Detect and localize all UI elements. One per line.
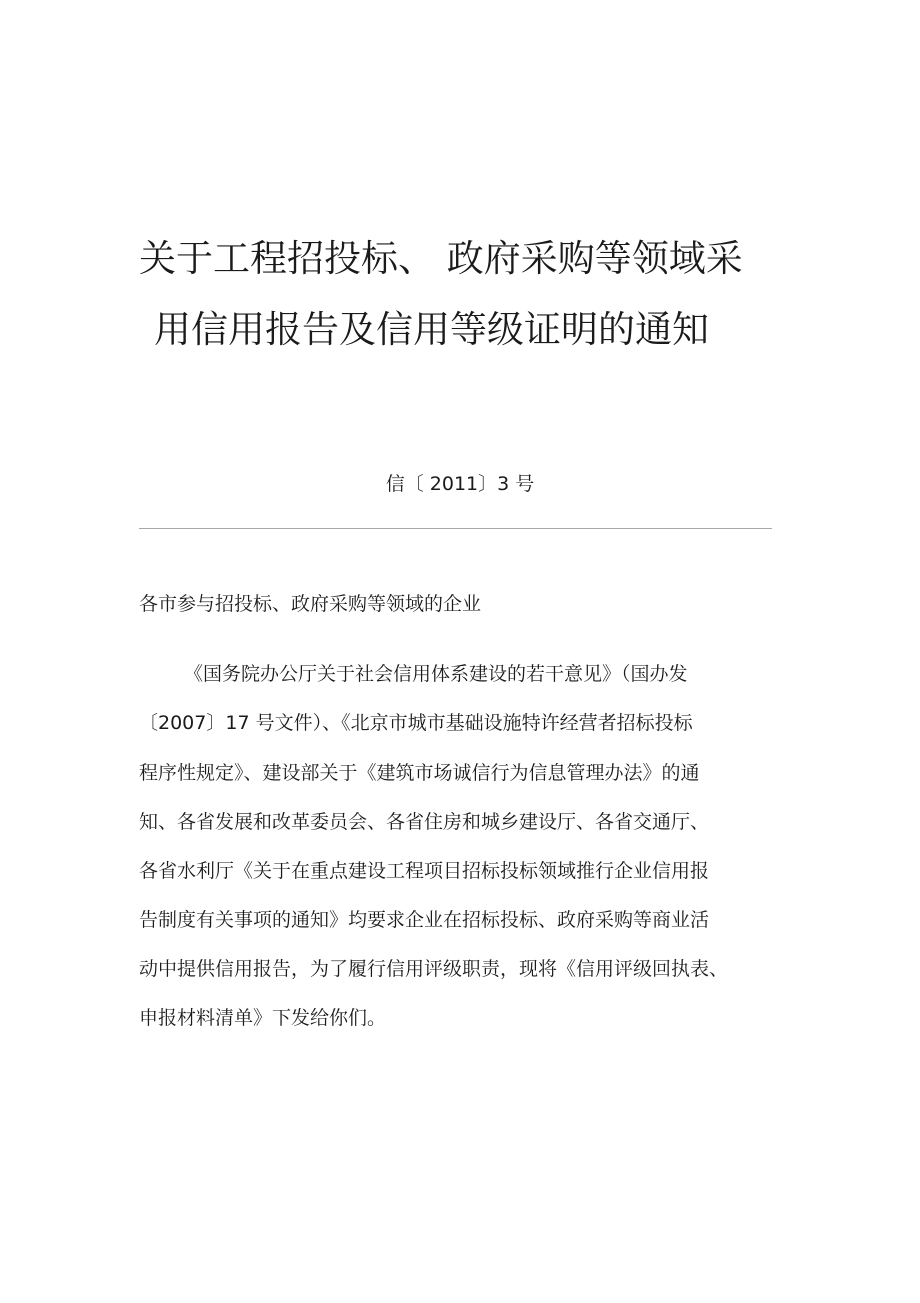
salutation: 各市参与招投标、政府采购等领域的企业 [139, 593, 482, 615]
document-title-line-1: 关于工程招投标、 政府采购等领域采 [139, 237, 743, 280]
body-text-line: 各省水利厅《关于在重点建设工程项目招标投标领域推行企业信用报 [139, 860, 710, 882]
header-divider [139, 528, 772, 529]
body-text-line: 程序性规定》、建设部关于《建筑市场诚信行为信息管理办法》的通 [139, 762, 700, 784]
document-number: 信〔 2011〕3 号 [385, 473, 535, 495]
body-text-line: 《国务院办公厅关于社会信用体系建设的若干意见》（国办发 [184, 663, 688, 685]
body-text-line: 知、各省发展和改革委员会、各省住房和城乡建设厅、各省交通厅、 [139, 811, 710, 833]
body-text-line: 告制度有关事项的通知》均要求企业在招标投标、政府采购等商业活 [139, 909, 710, 931]
body-text-line: 申报材料清单》下发给你们。 [139, 1007, 387, 1029]
body-text-line: 〔2007〕17 号文件）、《北京市城市基础设施特许经营者招标投标 [139, 712, 693, 734]
body-text-line: 动中提供信用报告，为了履行信用评级职责，现将《信用评级回执表、 [139, 958, 729, 980]
document-title-line-2: 用信用报告及信用等级证明的通知 [154, 308, 709, 351]
